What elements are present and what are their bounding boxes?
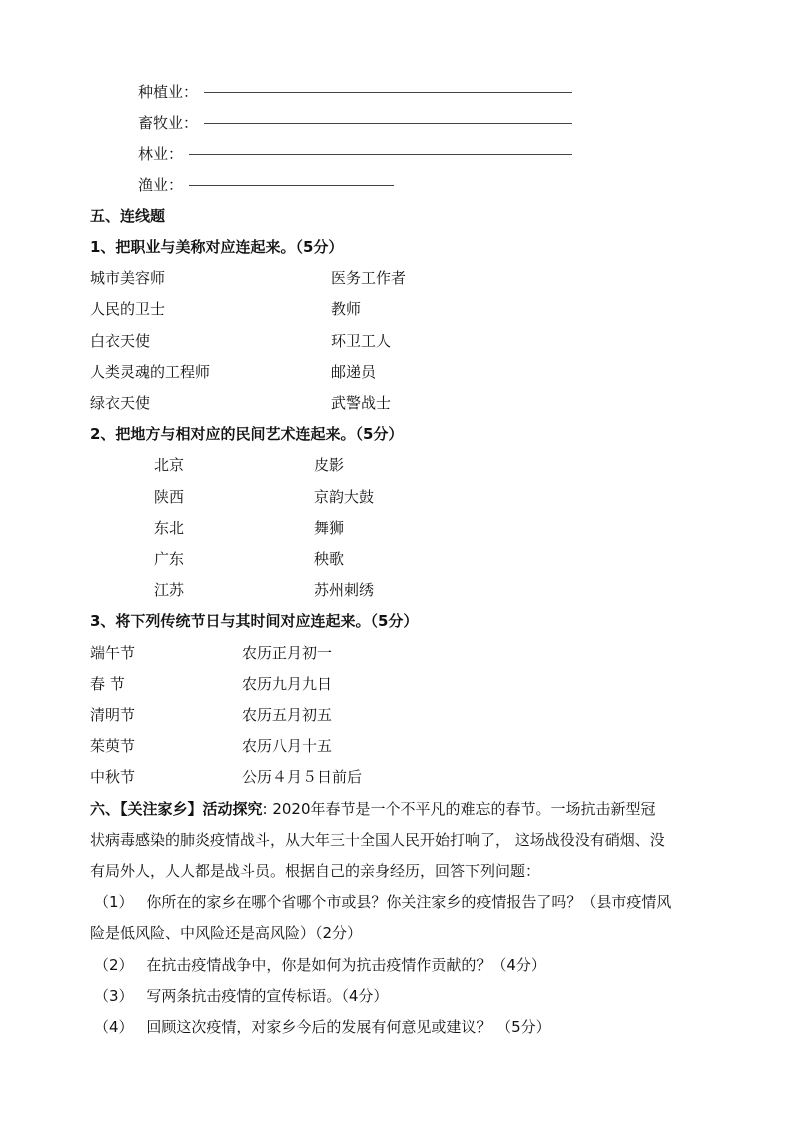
intro-text: 状病毒感染的肺炎疫情战斗，从大年三十全国人民开始打响了， 这场战役没有硝烟、没 (90, 831, 665, 849)
match-left: 北京 (154, 456, 185, 474)
item-number: （2） (94, 956, 134, 974)
item-text: 在抗击疫情战争中，你是如何为抗击疫情作贡献的？（4分） (146, 956, 546, 974)
match-left: 陕西 (154, 488, 185, 506)
match-right: 公历４月５日前后 (242, 768, 363, 786)
match-right: 教师 (331, 300, 362, 318)
blank-line (189, 154, 572, 155)
item-text-continued: 险是低风险、中风险还是高风险）（2分） (90, 924, 363, 942)
match-left: 中秋节 (90, 768, 136, 786)
blank-line (189, 185, 394, 186)
section-title: 六、【关注家乡】活动探究 (90, 800, 263, 818)
match-right: 农历五月初五 (242, 706, 333, 724)
match-right: 农历正月初一 (242, 644, 333, 662)
item-text: 回顾这次疫情，对家乡今后的发展有何意见或建议？ （5分） (146, 1018, 551, 1036)
intro-text: : 2020年春节是一个不平凡的难忘的春节。一场抗击新型冠 (262, 800, 656, 818)
match-left: 东北 (154, 519, 185, 537)
match-right: 舞狮 (314, 519, 345, 537)
blank-line (204, 123, 572, 124)
question-title: 3、将下列传统节日与其时间对应连起来。（5分） (90, 612, 419, 630)
fill-in-label: 畜牧业： (138, 114, 199, 132)
item-number: （4） (94, 1018, 134, 1036)
item-text: 写两条抗击疫情的宣传标语。（4分） (146, 987, 389, 1005)
match-right: 京韵大鼓 (314, 488, 375, 506)
question-item (94, 1017, 551, 1037)
match-right: 秧歌 (314, 550, 345, 568)
fill-in-label: 渔业： (138, 176, 184, 194)
match-left: 绿衣天使 (90, 394, 151, 412)
section-six-intro (90, 799, 656, 819)
section-title: 五、连线题 (90, 207, 166, 225)
intro-text: 有局外人，人人都是战斗员。根据自己的亲身经历，回答下列问题： (90, 862, 541, 880)
fill-in-planting (138, 82, 198, 102)
question-item (94, 986, 388, 1006)
match-right: 邮递员 (331, 363, 377, 381)
fill-in-fishery (138, 175, 183, 195)
fill-in-husbandry (138, 113, 198, 133)
question-title: 2、把地方与相对应的民间艺术连起来。（5分） (90, 425, 404, 443)
match-left: 茱萸节 (90, 737, 136, 755)
match-right: 农历八月十五 (242, 737, 333, 755)
fill-in-label: 种植业： (138, 83, 199, 101)
item-text: 你所在的家乡在哪个省哪个市或县？你关注家乡的疫情报告了吗？（县市疫情风 (146, 893, 672, 911)
fill-in-label: 林业： (138, 145, 184, 163)
match-left: 人类灵魂的工程师 (90, 363, 211, 381)
match-right: 医务工作者 (331, 269, 407, 287)
match-left: 广东 (154, 550, 185, 568)
question-title: 1、把职业与美称对应连起来。（5分） (90, 238, 344, 256)
match-left: 城市美容师 (90, 269, 166, 287)
match-left: 白衣天使 (90, 332, 151, 350)
question-item (94, 955, 546, 975)
match-right: 武警战士 (331, 394, 392, 412)
match-right: 农历九月九日 (242, 675, 333, 693)
match-left: 江苏 (154, 581, 185, 599)
match-left: 春 节 (90, 675, 125, 693)
match-left: 清明节 (90, 706, 136, 724)
question-item (94, 892, 671, 912)
match-right: 环卫工人 (331, 332, 392, 350)
item-number: （3） (94, 987, 134, 1005)
fill-in-forestry (138, 144, 183, 164)
blank-line (204, 92, 572, 93)
match-right: 皮影 (314, 456, 345, 474)
item-number: （1） (94, 893, 134, 911)
match-left: 人民的卫士 (90, 300, 166, 318)
match-left: 端午节 (90, 644, 136, 662)
match-right: 苏州刺绣 (314, 581, 375, 599)
